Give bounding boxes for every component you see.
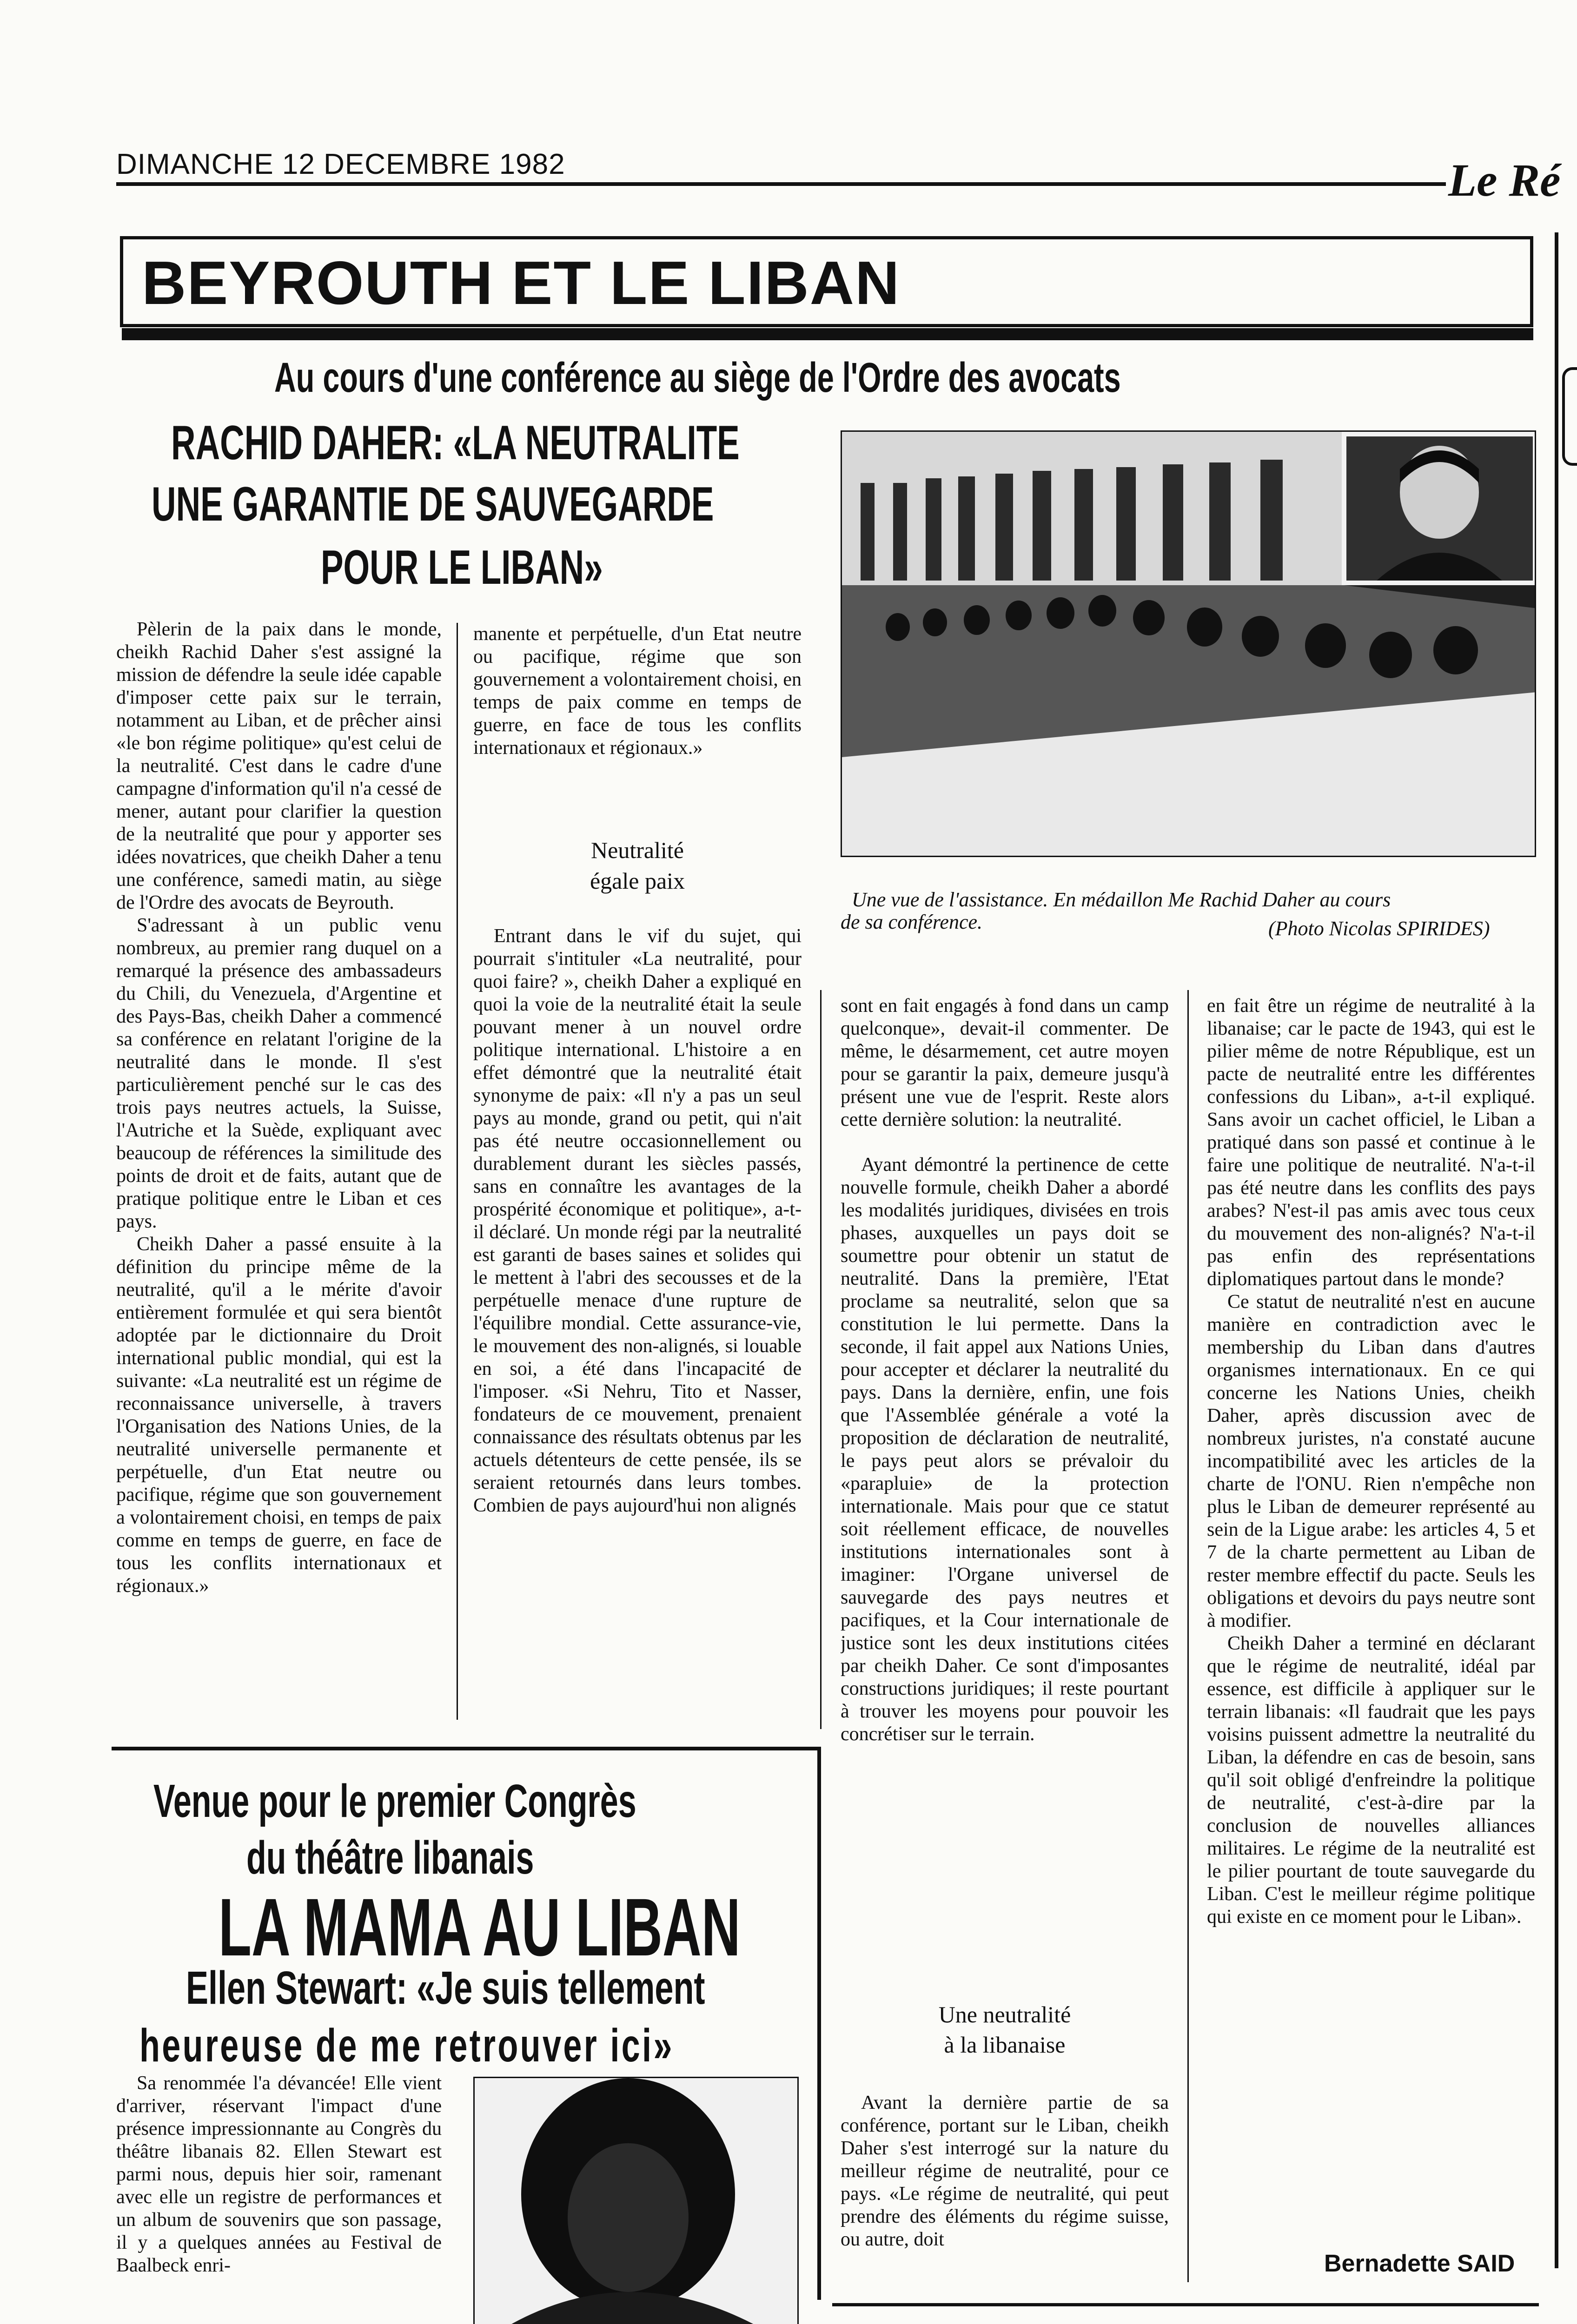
right-edge-line	[1555, 232, 1558, 2268]
subhead-libanaise-line1: Une neutralité	[938, 2001, 1071, 2027]
article1-kicker: Au cours d'une conférence au siège de l'Ordre des avocats	[274, 355, 1121, 401]
article1-col1-paragraph-1: Pèlerin de la paix dans le monde, cheikh Rachid Daher s'est assigné la mission de défendre la seule idée capable d'imposer cette paix sur le terrain, notamment au Liban, et de prêcher ainsi «le bon régime politique» qu'est celui de la neutralité. C'est dans le cadre d'une campagne d'information qu'il n'a cessé de mener, autant pour clarifier la question de la neutralité que pour y apporter ses idées novatrices, que cheikh Daher a tenu une conférence, samedi matin, au siège de l'Ordre des avocats de Beyrouth.	[116, 619, 442, 913]
section-banner	[120, 236, 1533, 327]
right-edge-box	[1562, 367, 1577, 466]
article1-byline: Bernadette SAID	[1324, 2250, 1515, 2277]
article1-column-2	[473, 925, 802, 1724]
article1-column-1	[116, 618, 442, 1729]
article2-subhead-line2: heureuse de me retrouver ici»	[139, 2020, 674, 2072]
article1-col2-paragraph-1: Entrant dans le vif du sujet, qui pourrait s'intituler «La neutralité, pour quoi faire? », cheikh Daher a expliqué en quoi la voie de la neutralité était la seule pouvant mener à un nouvel ordre politique international. L'histoire a en effet démontré que la neutralité était synonyme de paix: «Il n'y a pas un seul pays au monde, grand ou petit, qui n'ait pas été neutre occasionnellement ou durablement durant les siècles passés, sans en connaître les avantages de la prospérité économique et politique», a-t-il déclaré. Un monde régi par la neutralité est garanti de bases saines et solides qui le mettent à l'abri des secousses et de la perpétuelle menace d'une rupture de l'équilibre mondial. Cette assurance-vie, le mouvement des non-alignés, si louable en soi, a été dans l'incapacité de l'imposer. «Si Nehru, Tito et Nasser, fondateurs de ce mouvement, prenaient connaissance des résultats obtenus par les actuels détenteurs de cette pensée, ils se seraient retournés dans leurs tombes. Combien de pays aujourd'hui non alignés	[473, 925, 802, 1516]
article1-column-2-top	[473, 623, 802, 813]
article2-kicker-line1: Venue pour le premier Congrès	[153, 1775, 636, 1827]
column-divider-3	[1187, 990, 1189, 2282]
article1-col3-paragraph-1: sont en fait engagés à fond dans un camp quelconque», devait-il commenter. De même, le désarmement, cet autre moyen pour se garantir la paix, demeure jusqu'à présent une vue de l'esprit. Reste alors cette dernière solution: la neutralité.	[841, 995, 1169, 1130]
article1-bottom-rule	[832, 2303, 1539, 2306]
photo-credit: (Photo Nicolas SPIRIDES)	[1268, 917, 1490, 940]
article1-col4-paragraph-2: Ce statut de neutralité n'est en aucune manière en contradiction avec le membership du Liban dans d'autres organismes internationaux. En ce qui concerne les Nations Unies, cheikh Daher, après discussion avec de nombreux juristes, n'a constaté aucune incompatibilité avec les articles de la charte de l'ONU. Rien n'empêche non plus le Liban de demeurer représenté au sein de la Ligue arabe: les articles 4, 5 et 7 de la charte permettent au Liban de rester membre effectif du pacte. Seuls les obligations et devoirs du pays neutre sont à modifier.	[1207, 1291, 1535, 1631]
article1-column-3	[841, 995, 1169, 1980]
article1-col2-continuation: manente et perpétuelle, d'un Etat neutre ou pacifique, régime que son gouvernement a volontairement choisi, en temps de paix comme en temps de guerre, en face de tous les conflits internationaux et régionaux.»	[473, 623, 802, 759]
section-title: BEYROUTH ET LE LIBAN	[142, 249, 901, 317]
subhead-neutralite-line2: égale paix	[590, 868, 685, 894]
masthead-paper-name: Le Ré	[1448, 154, 1561, 206]
section-thick-rule	[122, 328, 1533, 340]
article1-col4-paragraph-3: Cheikh Daher a terminé en déclarant que le régime de neutralité, idéal par essence, est difficile à appliquer sur le terrain libanais: «Il faudrait que les pays voisins puissent admettre la neutralité du Liban, la défendre en cas de besoin, sans qu'il soit obligé d'enfreindre la politique de neutralité, c'est-à-dire par la conclusion de nouvelles alliances militaires. Le régime de la neutralité est le pilier pourtant de toute sauvegarde du Liban. C'est le meilleur régime politique qui existe en ce moment pour le Liban».	[1207, 1633, 1535, 1928]
article2-paragraph-1: Sa renommée l'a dévancée! Elle vient d'arriver, réservant l'impact d'une présence impressionnante au Congrès du théâtre libanais 82. Ellen Stewart est parmi nous, depuis hier soir, ramenant avec elle un registre de performances et un album de souvenirs que son passage, il y a quelques années au Festival de Baalbeck enri-	[116, 2073, 442, 2276]
article1-col1-paragraph-2: S'adressant à un public venu nombreux, au premier rang duquel on a remarqué la présence des ambassadeurs du Chili, du Venezuela, d'Argentine et des Pays-Bas, cheikh Daher a commencé sa conférence en relatant l'origine de la neutralité dans le monde. Il s'est particulièrement penché sur le cas des trois pays neutres actuels, la Suisse, l'Autriche et la Suède, expliquant avec beaucoup de références la similitude des points de droit et de faits, autant que de pratique politique entre le Liban et ces pays.	[116, 915, 442, 1232]
article1-col4-paragraph-1: en fait être un régime de neutralité à la libanaise; car le pacte de 1943, qui est le pilier même de notre République, est un pacte de neutralité entre les différentes confessions du Liban», a-t-il expliqué. Sans avoir un cachet officiel, le Liban a pratiqué dans son passé et continue à le faire une politique de neutralité. N'a-t-il pas été neutre dans les conflits des pays arabes? N'est-il pas amis avec tous ceux du mouvement des non-alignés? N'a-t-il pas enfin des représentations diplomatiques partout dans le monde?	[1207, 995, 1535, 1290]
article1-headline-line2: UNE GARANTIE DE SAUVEGARDE	[152, 477, 714, 531]
article2-side-rule	[817, 1747, 821, 2300]
article1-headline-line1: RACHID DAHER: «LA NEUTRALITE	[171, 416, 740, 470]
column-divider-2	[820, 990, 822, 1729]
article2-body	[116, 2072, 442, 2304]
article1-col3-paragraph-2: Ayant démontré la pertinence de cette nouvelle formule, cheikh Daher a abordé les modalités juridiques, divisées en trois phases, auxquelles un pays doit se soumettre pour obtenir un statut de neutralité. Dans la première, l'Etat proclame sa neutralité, selon que sa constitution le lui permette. Dans la seconde, il fait appel aux Nations Unies, pour accepter et déclarer la neutralité du pays. Dans la dernière, enfin, une fois que l'Assemblée générale a voté la proposition de déclaration de neutralité, le pays peut alors se prévaloir du «parapluie» de la protection internationale. Mais pour que ce statut soit réellement efficace, de nouvelles institutions internationales sont à imaginer: l'Organe universel de sauvegarde des pays neutres et pacifiques, et la Cour internationale de justice sont les deux institutions citées par cheikh Daher. Ce sont d'imposantes constructions juridiques; il reste pourtant à trouver les moyens pour pouvoir les concrétiser sur le terrain.	[841, 1154, 1169, 1745]
photo-caption-line2: de sa conférence.	[841, 911, 983, 933]
masthead-date: DIMANCHE 12 DECEMBRE 1982	[116, 148, 565, 180]
article1-column-4	[1207, 995, 1535, 2245]
photo-caption-line1: Une vue de l'assistance. En médaillon Me Rachid Daher au cours	[852, 888, 1391, 911]
article2-subhead-line1: Ellen Stewart: «Je suis tellement	[186, 1962, 705, 2014]
article2-top-rule	[112, 1747, 821, 1750]
article1-col1-paragraph-3: Cheikh Daher a passé ensuite à la définition du principe même de la neutralité, qu'il a le mérite d'avoir entièrement formulée et qui sera bientôt adoptée par le dictionnaire du Droit international public mondial, qui est la suivante: «La neutralité est un régime de reconnaissance universelle, à travers l'Organisation des Nations Unies, de la neutralité universelle permanente et perpétuelle, d'un Etat neutre ou pacifique, régime que son gouvernement a volontairement choisi, en temps de paix comme en temps de guerre, en face de tous les conflits internationaux et régionaux.»	[116, 1234, 442, 1597]
subhead-neutralite-line1: Neutralité	[591, 837, 684, 863]
masthead-rule	[116, 182, 1446, 186]
ellen-stewart-photo	[473, 2077, 799, 2324]
subhead-libanaise-line2: à la libanaise	[944, 2032, 1066, 2058]
column-divider-1	[457, 623, 458, 1720]
article1-col3-paragraph-3: Avant la dernière partie de sa conférence, portant sur le Liban, cheikh Daher s'est interrogé sur la nature du meilleur régime de neutralité, pour ce pays. «Le régime de neutralité, qui peut prendre des éléments du régime suisse, ou autre, doit	[841, 2092, 1169, 2250]
article1-column-3-bottom	[841, 2092, 1169, 2278]
assembly-photo	[841, 430, 1536, 857]
ellen-stewart-portrait	[475, 2078, 799, 2324]
article2-headline: LA MAMA AU LIBAN	[219, 1882, 741, 1973]
assembly-photo-illustration	[842, 432, 1536, 857]
article2-kicker-line2: du théâtre libanais	[246, 1832, 534, 1884]
article1-headline-line3: POUR LE LIBAN»	[321, 541, 603, 594]
